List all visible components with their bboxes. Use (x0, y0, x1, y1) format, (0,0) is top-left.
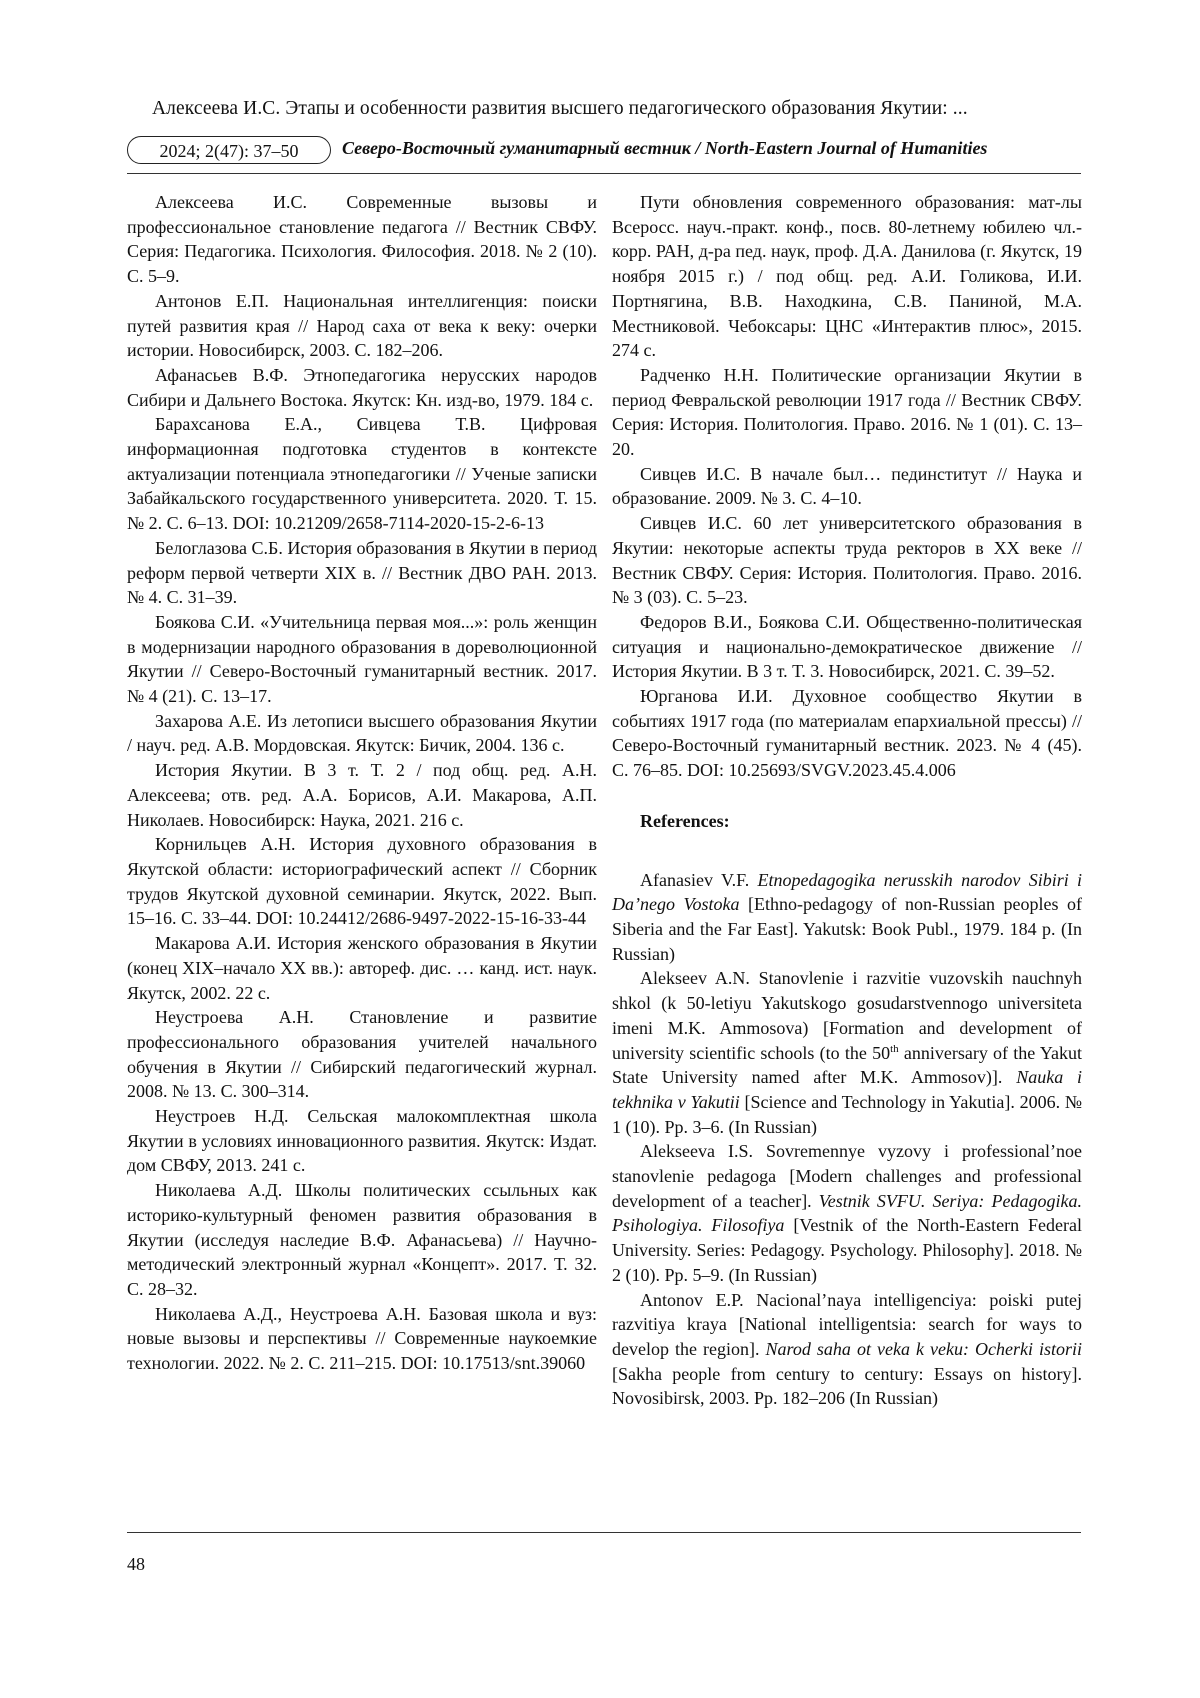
reference-list-continued (612, 190, 1082, 1411)
reference-item: Корнильцев А.Н. История духовного образования в Якутской области: историографический аспект // Сборник трудов Якутской духовной семинарии. Якутск, 2022. Вып. 15–16. С. 33–44. DOI: 10.24412/2686-9497-2022-15-16-33-44 (127, 834, 597, 929)
reference-item: Афанасьев В.Ф. Этнопедагогика нерусских народов Сибири и Дальнего Востока. Якутск: Кн. изд-во, 1979. 184 с. (127, 364, 597, 410)
header-divider (127, 173, 1081, 174)
footer-divider (127, 1532, 1081, 1533)
reference-item: Федоров В.И., Боякова С.И. Общественно-политическая ситуация и национально-демократическое движение // История Якутии. В 3 т. Т. 3. Новосибирск, 2021. С. 39–52. (612, 611, 1082, 682)
references-heading: References: (640, 810, 730, 831)
reference-item: Радченко Н.Н. Политические организации Якутии в период Февральской революции 1917 года // Вестник СВФУ. Серия: История. Политология. Право. 2016. № 1 (01). С. 13–20. (612, 364, 1082, 460)
reference-item: Сивцев И.С. 60 лет университетского образования в Якутии: некоторые аспекты труда ректоров в ХХ веке // Вестник СВФУ. Серия: История. Политология. Право. 2016. № 3 (03). С. 5–23. (612, 513, 1082, 608)
reference-item: Николаева А.Д., Неустроева А.Н. Базовая школа и вуз: новые вызовы и перспективы // Современные наукоемкие технологии. 2022. № 2. С. 211–215. DOI: 10.17513/snt.39060 (127, 1303, 597, 1374)
reference-item: Неустроев Н.Д. Сельская малокомплектная школа Якутии в условиях инновационного развития. Якутск: Издат. дом СВФУ, 2013. 241 с. (127, 1106, 597, 1176)
reference-item: Пути обновления современного образования: мат-лы Всеросс. науч.-практ. конф., посв. 80-летнему юбилею чл.-корр. РАН, д-ра пед. наук, проф. Д.А. Данилова (г. Якутск, 19 ноября 2015 г.) / под общ. ред. А.И. Голикова, И.И. Портнягина, В.В. Находкина, С.В. Паниной, М.А. Местниковой. Чебоксары: ЦНС «Интерактив плюс», 2015. 274 с. (612, 192, 1082, 361)
reference-item-en: Alekseev A.N. Stanovlenie i razvitie vuzovskih nauchnyh shkol (k 50-letiyu Yakutskogo gosudarstvennogo universiteta imeni M.K. Ammosova) [Formation and development of university scientific schools (to the 50th anniversary of the Yakut State University named after M.K. Ammosov)]. Nauka i tekhnika v Yakutii [Science and Technology in Yakutia]. 2006. № 1 (10). Pp. 3–6. (In Russian) (612, 968, 1083, 1137)
reference-item-en: Afanasiev V.F. Etnopedagogika nerusskih narodov Sibiri i Da’nego Vostoka [Ethno-pedagogy of non-Russian peoples of Siberia and the Far East]. Yakutsk: Book Publ., 1979. 184 p. (In Russian) (612, 869, 1083, 964)
reference-item: Сивцев И.С. В начале был… пединститут // Наука и образование. 2009. № 3. С. 4–10. (612, 463, 1082, 509)
reference-item: Алексеева И.С. Современные вызовы и профессиональное становление педагога // Вестник СВФУ. Серия: Педагогика. Психология. Философия. 2018. № 2 (10). С. 5–9. (127, 192, 597, 287)
reference-item: Боякова С.И. «Учительница первая моя...»: роль женщин в модернизации народного образования в дореволюционной Якутии // Северо-Восточный гуманитарный вестник. 2017. № 4 (21). С. 13–17. (127, 611, 597, 707)
reference-item: Макарова А.И. История женского образования в Якутии (конец XIX–начало XX вв.): автореф. дис. … канд. ист. наук. Якутск, 2002. 22 с. (127, 933, 597, 1003)
reference-item: Юрганова И.И. Духовное сообщество Якутии в событиях 1917 года (по материалам епархиальной прессы) // Северо-Восточный гуманитарный вестник. 2023. № 4 (45). С. 76–85. DOI: 10.25693/SVGV.2023.45.4.006 (612, 686, 1082, 781)
reference-item: Неустроева А.Н. Становление и развитие профессионального образования учителей начального обучения в Якутии // Сибирский педагогический журнал. 2008. № 13. С. 300–314. (127, 1007, 597, 1102)
reference-item-en: Alekseeva I.S. Sovremennye vyzovy i professional’noe stanovlenie pedagoga [Modern challenges and professional development of a teacher]. Vestnik SVFU. Seriya: Pedagogika. Psihologiya. Filosofiya [Vestnik of the North-Eastern Federal University. Series: Pedagogy. Psychology. Philosophy]. 2018. № 2 (10). Pp. 5–9. (In Russian) (612, 1141, 1082, 1285)
reference-item: Захарова А.Е. Из летописи высшего образования Якутии / науч. ред. А.В. Мордовская. Якутск: Бичик, 2004. 136 с. (127, 710, 597, 756)
reference-item-en: Antonov E.P. Nacional’naya intelligenciya: poiski putej razvitiya kraya [National intelligentsia: search for ways to develop the region]. Narod saha ot veka k veku: Ocherki istorii [Sakha people from century to century: Essays on history]. Novosibirsk, 2003. Pp. 182–206 (In Russian) (612, 1289, 1082, 1409)
reference-item: Николаева А.Д. Школы политических ссыльных как историко-культурный феномен развития образования в Якутии (исследуя наследие В.Ф. Афанасьева) // Научно-методический электронный журнал «Концепт». 2017. Т. 32. С. 28–32. (127, 1180, 597, 1299)
reference-item: История Якутии. В 3 т. Т. 2 / под общ. ред. А.Н. Алексеева; отв. ред. А.А. Борисов, А.И. Макарова, А.П. Николаев. Новосибирск: Наука, 2021. 216 с. (127, 760, 597, 830)
reference-item: Белоглазова С.Б. История образования в Якутии в период реформ первой четверти XIX в. // Вестник ДВО РАН. 2013. № 4. С. 31–39. (127, 537, 597, 608)
page-number: 48 (127, 1554, 145, 1574)
issue-badge: 2024; 2(47): 37–50 (127, 136, 331, 164)
journal-name: Северо-Восточный гуманитарный вестник / North-Eastern Journal of Humanities (342, 138, 988, 158)
reference-list-ru (127, 190, 597, 1376)
reference-item: Барахсанова Е.А., Сивцева Т.В. Цифровая информационная подготовка студентов в контексте актуализации потенциала этнопедагогики // Ученые записки Забайкальского государственного университета. 2020. Т. 15. № 2. С. 6–13. DOI: 10.21209/2658-7114-2020-15-2-6-13 (127, 414, 597, 534)
running-title: Алексеева И.С. Этапы и особенности развития высшего педагогического образования Якутии: ... (152, 98, 968, 119)
reference-item: Антонов Е.П. Национальная интеллигенция: поиски путей развития края // Народ саха от века к веку: очерки истории. Новосибирск, 2003. С. 182–206. (127, 290, 597, 361)
